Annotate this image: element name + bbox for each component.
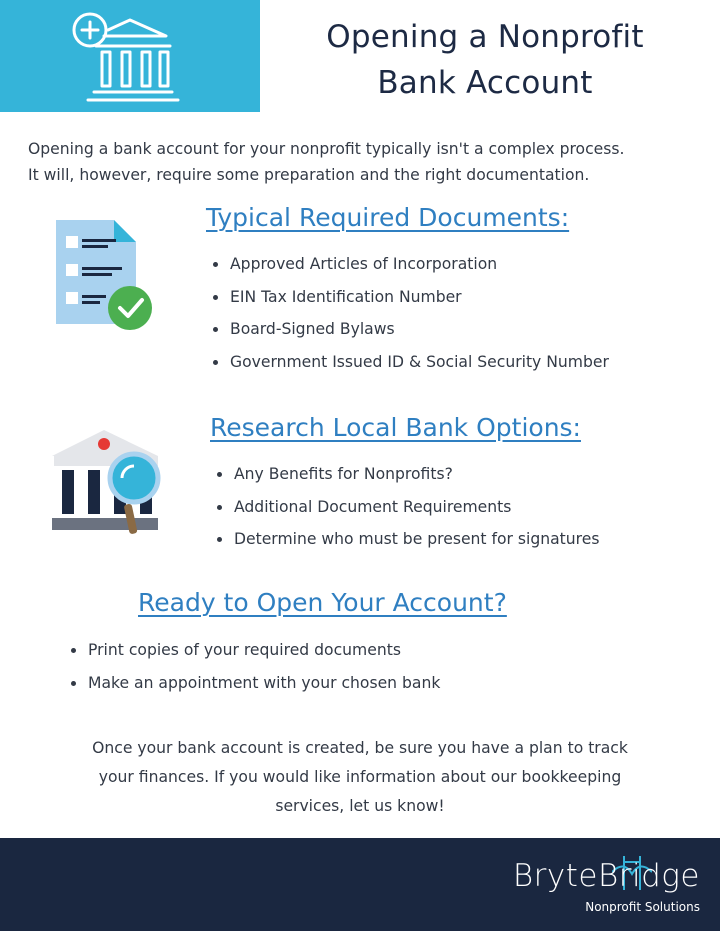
brand-name: BryteBridge — [512, 858, 700, 894]
bank-add-icon — [66, 10, 186, 106]
brand-logo — [470, 858, 700, 918]
intro-line: It will, however, require some preparation and the right documentation. — [28, 166, 590, 184]
page-title-line: Bank Account — [377, 65, 593, 101]
intro-line: Opening a bank account for your nonprofit typically isn't a complex process. — [28, 140, 625, 158]
brand-tagline: Nonprofit Solutions — [585, 900, 700, 914]
page-title-line: Opening a Nonprofit — [326, 19, 644, 55]
closing-line: your finances. If you would like information about our bookkeeping — [98, 768, 622, 786]
list-item: Make an appointment with your chosen bank — [68, 667, 440, 700]
closing-line: services, let us know! — [275, 797, 445, 815]
footer — [0, 838, 720, 931]
document-check-icon — [52, 216, 156, 332]
list-item: EIN Tax Identification Number — [210, 281, 609, 314]
closing-paragraph — [40, 734, 680, 821]
list-item: Approved Articles of Incorporation — [210, 248, 609, 281]
section-heading-documents: Typical Required Documents: — [206, 203, 570, 232]
section-heading-ready: Ready to Open Your Account? — [138, 588, 507, 617]
list-item: Additional Document Requirements — [214, 491, 599, 524]
closing-line: Once your bank account is created, be sure you have a plan to track — [92, 739, 628, 757]
bank-search-icon — [50, 426, 162, 538]
header — [0, 0, 720, 112]
bank-options-list — [214, 458, 599, 556]
list-item: Government Issued ID & Social Security Number — [210, 346, 609, 379]
list-item: Any Benefits for Nonprofits? — [214, 458, 599, 491]
list-item: Print copies of your required documents — [68, 634, 440, 667]
intro-paragraph — [28, 136, 708, 188]
documents-list — [210, 248, 609, 378]
section-heading-bank-options: Research Local Bank Options: — [210, 413, 581, 442]
list-item: Determine who must be present for signatures — [214, 523, 599, 556]
ready-list — [68, 634, 440, 699]
list-item: Board-Signed Bylaws — [210, 313, 609, 346]
header-icon-panel — [0, 0, 260, 112]
page-title — [300, 14, 670, 106]
